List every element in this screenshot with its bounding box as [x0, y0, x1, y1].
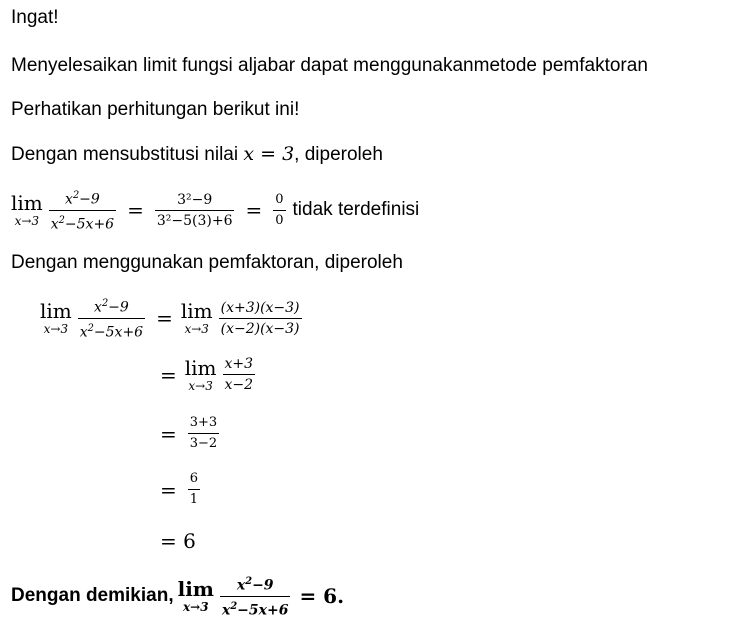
lim-word: lim: [184, 355, 217, 380]
substitution-intro-suffix: , diperoleh: [294, 144, 383, 165]
fraction-numerator: (x+3)(x−3): [220, 299, 300, 316]
six-over-one: [188, 471, 200, 508]
statement-pemfaktoran: Menyelesaikan limit fungsi aljabar dapat menggunakanmetode pemfaktoran: [11, 55, 648, 76]
conclusion-text: Dengan demikian,: [11, 585, 174, 607]
lim-subscript: x→3: [183, 600, 209, 615]
limit-operator: [40, 301, 72, 335]
equals-sign: =: [127, 198, 144, 223]
fraction-numerator: $x^2-9$: [65, 190, 100, 208]
evaluated-fraction: [188, 415, 219, 452]
factoring-step-1: [40, 296, 305, 340]
original-fraction: [78, 296, 145, 340]
fraction-numerator: 3+3: [189, 415, 218, 430]
simplified-fraction: [223, 356, 256, 393]
fraction-denominator: x−2: [223, 374, 256, 393]
equals-sign: =: [156, 306, 173, 331]
conclusion: [11, 574, 344, 618]
zero-over-zero: [273, 192, 285, 229]
fraction-denominator: $x^2-5x+6$: [220, 596, 290, 619]
instruction-line: Perhatikan perhitungan berikut ini!: [11, 99, 300, 120]
substitution-intro-text: Dengan mensubstitusi nilai: [11, 144, 239, 165]
heading-ingat: Ingat!: [11, 7, 59, 28]
fraction-numerator: 6: [189, 471, 199, 486]
equals-sign: =: [160, 362, 177, 387]
fraction-numerator: 3²−9: [177, 191, 213, 208]
fraction-denominator: 0: [273, 210, 285, 229]
lim-subscript: x→3: [188, 378, 213, 393]
limit-operator: [178, 579, 214, 613]
limit-operator: [181, 301, 213, 335]
lim-subscript: x→3: [184, 322, 209, 337]
equals-sign: =: [245, 198, 263, 223]
limit-operator: [184, 355, 217, 393]
fraction-numerator: 0: [275, 191, 284, 207]
factoring-step-2: [152, 356, 258, 393]
factoring-step-4: [152, 471, 203, 508]
substituted-fraction: [155, 192, 235, 229]
substitution-equation: [11, 188, 419, 232]
equals-sign: =: [160, 477, 177, 502]
not-defined-label: tidak terdefinisi: [292, 199, 420, 221]
fraction-numerator: $x^2-9$: [236, 576, 274, 594]
original-fraction: [220, 574, 290, 618]
lim-word: lim: [11, 191, 43, 216]
limit-operator: [11, 193, 43, 227]
factored-fraction: [219, 300, 302, 337]
factoring-step-3: [152, 415, 222, 452]
lim-subscript: x→3: [14, 214, 40, 229]
factoring-intro: Dengan menggunakan pemfaktoran, diperoleh: [11, 252, 403, 273]
factoring-result: = 6: [160, 529, 196, 553]
original-fraction: [49, 188, 116, 232]
fraction-denominator: $x^2-5x+6$: [78, 318, 145, 341]
fraction-denominator: $x^2-5x+6$: [49, 210, 116, 233]
fraction-denominator: 3²−5(3)+6: [155, 210, 235, 229]
x-equals-3: x = 3: [243, 143, 295, 165]
lim-word: lim: [40, 299, 72, 324]
substitution-intro: [11, 143, 383, 166]
fraction-denominator: 3−2: [188, 433, 219, 452]
fraction-denominator: (x−2)(x−3): [219, 318, 302, 337]
fraction-numerator: $x^2-9$: [94, 298, 129, 316]
lim-word: lim: [180, 299, 213, 324]
fraction-numerator: x+3: [224, 356, 254, 372]
lim-subscript: x→3: [43, 322, 69, 337]
fraction-denominator: 1: [188, 489, 200, 508]
lim-word: lim: [177, 577, 214, 602]
equals-sign: =: [160, 421, 177, 446]
final-value: = 6.: [299, 584, 345, 609]
